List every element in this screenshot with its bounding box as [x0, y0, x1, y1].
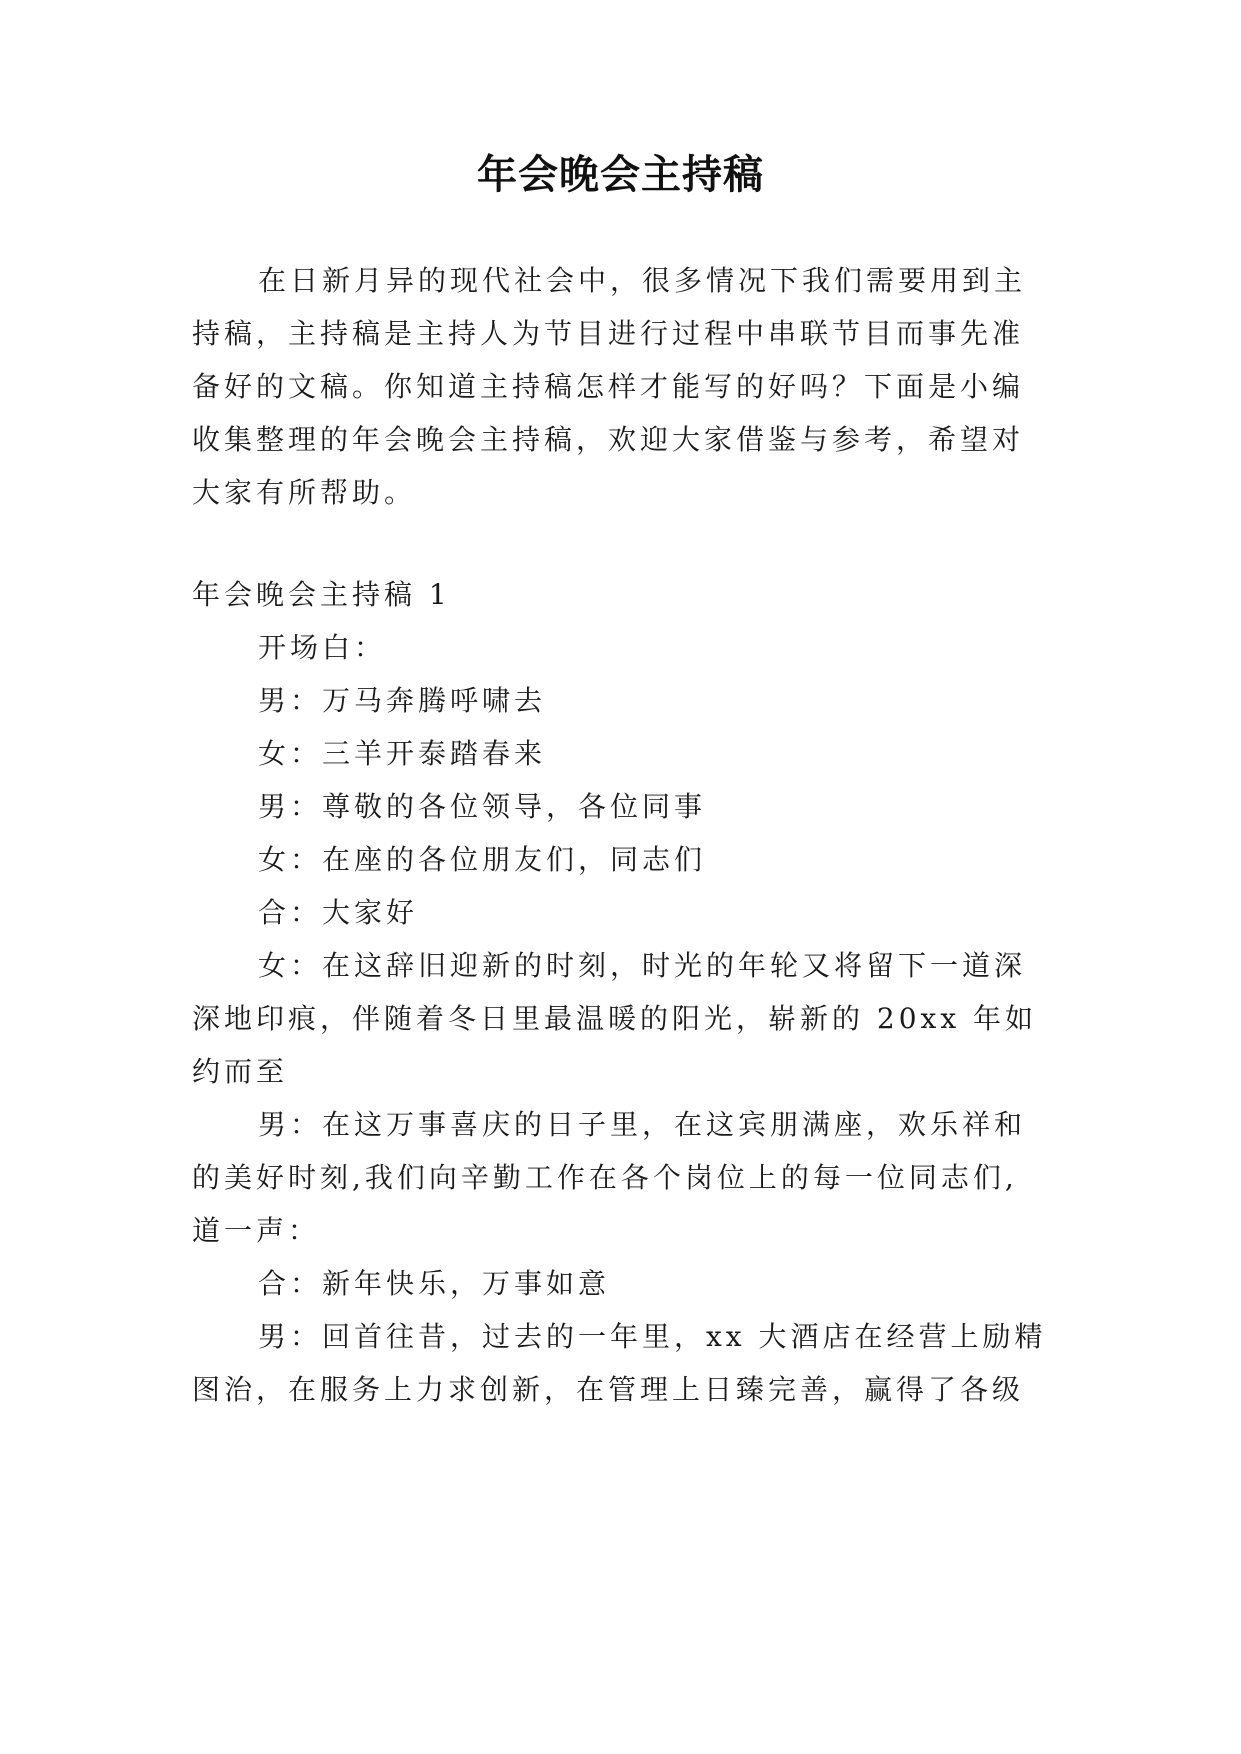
script-line: 深地印痕，伴随着冬日里最温暖的阳光，崭新的 20xx 年如 [192, 1002, 1038, 1035]
section-heading: 年会晚会主持稿 1 [192, 578, 451, 611]
script-line: 道一声： [192, 1214, 321, 1247]
script-line: 图治，在服务上力求创新，在管理上日臻完善，赢得了各级 [192, 1373, 1025, 1406]
script-line: 的美好时刻,我们向辛勤工作在各个岗位上的每一位同志们, [192, 1161, 1018, 1194]
script-line: 男：万马奔腾呼啸去 [258, 684, 547, 717]
document-title: 年会晚会主持稿 [477, 152, 764, 198]
intro-line: 大家有所帮助。 [192, 476, 417, 509]
script-line: 女：三羊开泰踏春来 [258, 737, 547, 770]
intro-line: 收集整理的年会晚会主持稿，欢迎大家借鉴与参考，希望对 [192, 423, 1025, 456]
script-line: 合：大家好 [258, 896, 419, 929]
intro-line: 备好的文稿。你知道主持稿怎样才能写的好吗？下面是小编 [192, 370, 1025, 403]
script-line: 女：在座的各位朋友们，同志们 [258, 843, 707, 876]
intro-line: 持稿，主持稿是主持人为节目进行过程中串联节目而事先准 [192, 317, 1025, 350]
intro-line: 在日新月异的现代社会中，很多情况下我们需要用到主 [258, 264, 1027, 297]
script-line: 女：在这辞旧迎新的时刻，时光的年轮又将留下一道深 [258, 949, 1027, 982]
script-line: 约而至 [192, 1055, 289, 1088]
script-line: 合：新年快乐，万事如意 [258, 1267, 611, 1300]
script-line: 男：回首往昔，过去的一年里，xx 大酒店在经营上励精 [258, 1320, 1047, 1353]
script-line: 男：尊敬的各位领导，各位同事 [258, 790, 707, 823]
script-line: 男：在这万事喜庆的日子里，在这宾朋满座，欢乐祥和 [258, 1108, 1027, 1141]
script-line: 开场白： [258, 631, 387, 664]
